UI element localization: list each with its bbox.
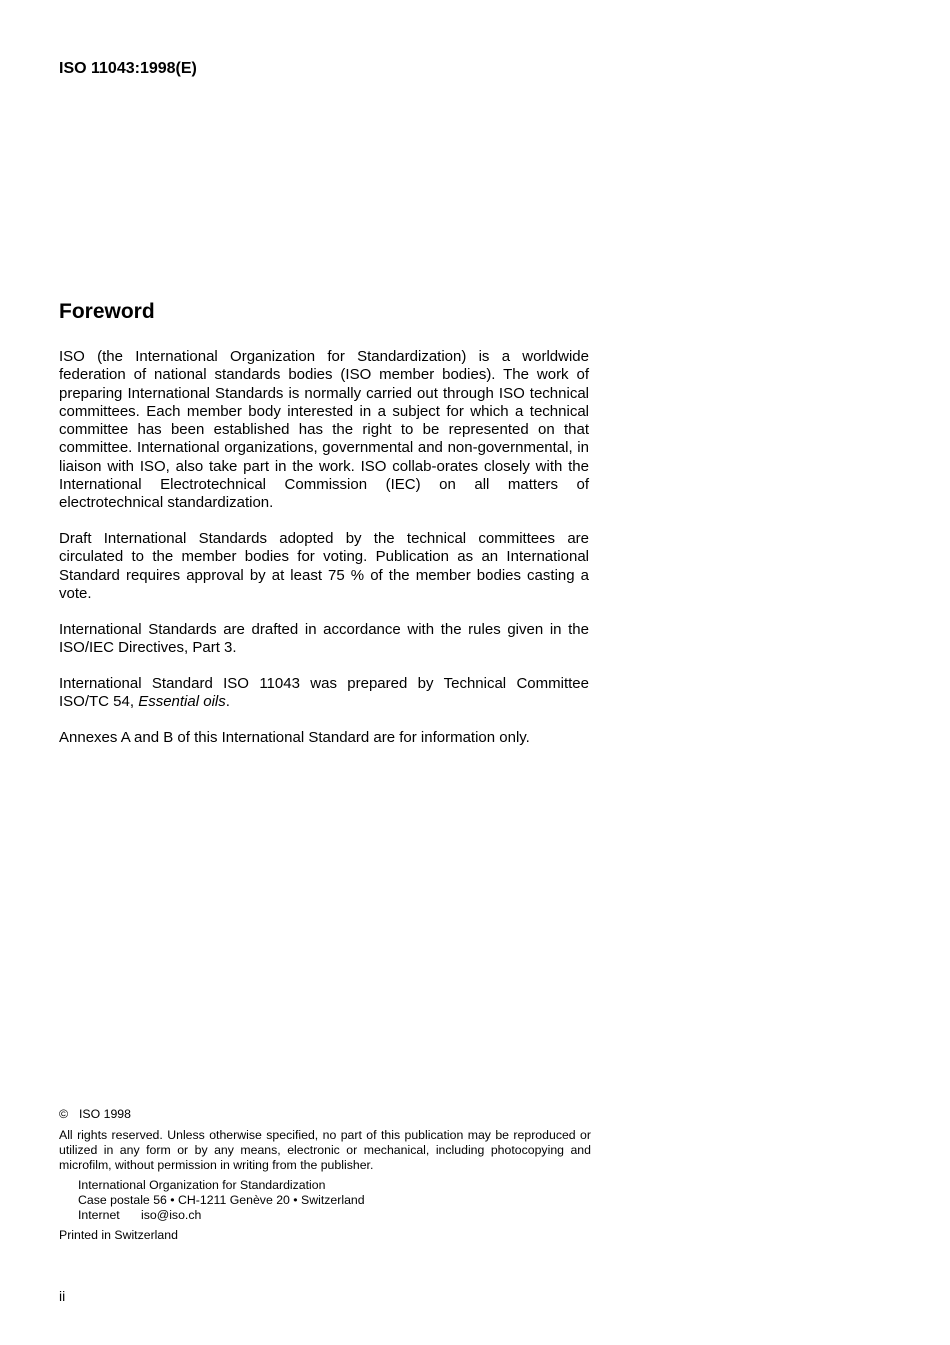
paragraph-directives: International Standards are drafted in accordance with the rules given in the ISO/IEC Directives, Part 3.	[59, 620, 589, 657]
copyright-symbol: ©	[59, 1107, 69, 1121]
copyright-footer	[59, 1107, 591, 1243]
paragraph-annexes: Annexes A and B of this International Standard are for information only.	[59, 729, 530, 747]
rights-statement: All rights reserved. Unless otherwise specified, no part of this publication may be reproduced or utilized in any form or by any means, electronic or mechanical, including photocopying and microfilm, without permission in writing from the publisher.	[59, 1128, 591, 1172]
address-organization: International Organization for Standardization	[78, 1178, 326, 1192]
document-id: ISO 11043:1998(E)	[59, 60, 197, 77]
prepared-by-text: International Standard ISO 11043 was prepared by Technical Committee ISO/TC 54,	[59, 674, 589, 711]
paragraph-prepared-by	[59, 675, 589, 712]
committee-title: Essential oils	[138, 693, 226, 711]
foreword-body	[59, 348, 589, 765]
publisher-address	[78, 1178, 591, 1223]
paragraph-iso-overview: ISO (the International Organization for Standardization) is a worldwide federation of national standards bodies (ISO member bodies). The work of preparing International Standards is normally carried out through ISO technical committees. Each member body interested in a subject for which a technical committee has been established has the right to be represented on that committee. International organizations, governmental and non-governmental, in liaison with ISO, also take part in the work. ISO collab-orates closely with the International Electrotechnical Commission (IEC) on all matters of electrotechnical standardization.	[59, 348, 589, 512]
address-postal: Case postale 56 • CH-1211 Genève 20 • Switzerland	[78, 1193, 365, 1207]
prepared-by-end: .	[225, 693, 230, 711]
address-internet	[78, 1208, 591, 1223]
foreword-title: Foreword	[59, 300, 155, 323]
copyright-text: ISO 1998	[79, 1107, 131, 1121]
internet-email: iso@iso.ch	[141, 1208, 202, 1222]
page-number: ii	[59, 1288, 66, 1304]
printed-in: Printed in Switzerland	[59, 1228, 178, 1242]
copyright-line	[59, 1107, 591, 1122]
internet-label: Internet	[78, 1208, 120, 1222]
paragraph-draft-standards: Draft International Standards adopted by the technical committees are circulated to the member bodies for voting. Publication as an International Standard requires approval by at least 75 % of the member bodies casting a vote.	[59, 530, 589, 603]
